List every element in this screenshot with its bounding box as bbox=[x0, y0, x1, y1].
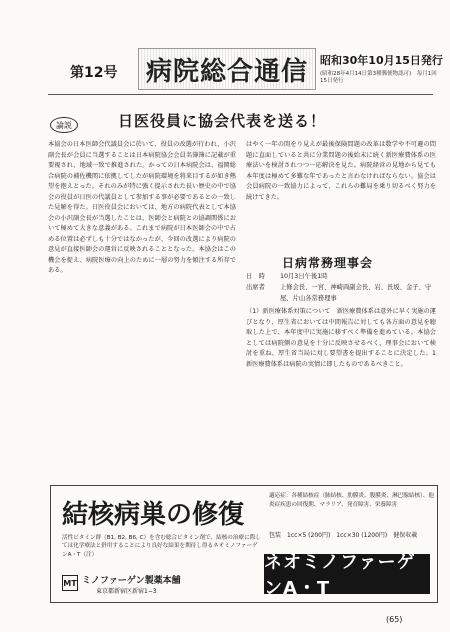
header-divider bbox=[48, 94, 433, 95]
masthead-title: 病院総合通信 bbox=[138, 48, 316, 90]
brand-banner: ネオミノファーゲンA・T bbox=[264, 554, 430, 594]
page-number: (65) bbox=[386, 615, 403, 624]
article-left-column: 本協会の日本医師会代議員会に於いて、役員の改選が行われ、小沢副会長が会員に当選することは日本病院協会会員名簿簿に記載が重要視され、地域一致で推進された。かっての日本病院会は、福岡総合病院の補佐機関に依拠してしたが病院環境を将来目するが如き熱望を抱えとった。それのみが特に強く提示された長い歴史の中で協会の役員が日医の代議員として参加する事が必要であるとの一致した見解を得た。日医役員会においては、地方の病院代表として本協会の小沢副会長が当選したことは、医師会と病院との協調関係において極めて大きな意義がある。これまで病院が日本医師会の中で占める位置は必ずしも十分ではなかったが、今回の改選により病院の意見が直接医師会の運営に反映されることとなった。本協会はこの機会を捉え、病院医療の向上のために一層の努力を傾注する所存である。 bbox=[48, 141, 236, 274]
ad-description: 活性ビタミン群（B1, B2, B6, C）を含む総合ビタミン剤で、結核の治療に際しては化学療法と併用することにより良好な結果を期待し得るネオミノファーゲンA・T（注） bbox=[62, 535, 261, 558]
ad-packaging: 包装 1cc×5 (200円) 1cc×30 (1200円) 健保収載 bbox=[269, 532, 418, 539]
editorial-badge: 論説 bbox=[50, 117, 78, 133]
row-value: 10月3日午後1時 bbox=[280, 273, 328, 280]
article-headline: 日医役員に協会代表を送る！ bbox=[118, 112, 327, 130]
maker-logo-icon: MT bbox=[62, 575, 78, 591]
row-label: 日 時 bbox=[246, 273, 265, 280]
article-right-column: はやく一年の間をり見えが最後保険問題の改革は数学や不可避の問題に直面していると共に分業問題の後始末に続く新医療費体系の医療法いを検討されつつ一応解決を見た。病院経営の見地から見ても本年度は極めて多難な年であったと言わなければならない。協会は会員病院の一致協力によって、これらの難局を乗り切るべく努力を続けてきた。 bbox=[246, 141, 436, 201]
meeting-details bbox=[246, 271, 436, 304]
row-label: 出席者 bbox=[246, 284, 265, 291]
meeting-row-attendees bbox=[246, 282, 436, 304]
agenda-item-text: （1）新医療体系対策について 新医療費体系は意外に早く実施の運びとなり、厚生省においては中間報告に対しても各方面の意見を聴取した上で、本年度中に実施に移すべく準備を進めている。本協会としては病院側の意見を十分に反映させるべく、理事会において検討を重ね、厚生省当局に対し要望書を提出することに決定した。1 新医療費体系は病院の実情に即したものであるべきこと。 bbox=[246, 308, 443, 368]
maker-name: ミノファーゲン製薬本舗 bbox=[82, 576, 181, 586]
issue-number: 第12号 bbox=[70, 65, 118, 81]
row-value: 上條会長、一宮、神崎両副会長、岩、長坂、金子、守屋、片山各常務理事 bbox=[280, 284, 432, 302]
section-title: 日病常務理事会 bbox=[282, 256, 374, 270]
ad-title: 結核病巣の修復 bbox=[62, 500, 245, 530]
meeting-row-date bbox=[246, 271, 436, 282]
publication-date: 昭和30年10月15日発行 bbox=[320, 54, 443, 67]
postal-license-note: (昭和28年4月14日第3種郵便物認可) 毎月1回15日発行 bbox=[320, 71, 437, 84]
maker-address: 東京都新宿区新宿1−3 bbox=[96, 588, 157, 595]
ad-indications: 適応症：各種結核症（肺結核、肋膜炎、腹膜炎、淋巴腺結核）、他炎症疾患の回復期、マラリア、発育障害、栄養障害 bbox=[269, 493, 435, 508]
